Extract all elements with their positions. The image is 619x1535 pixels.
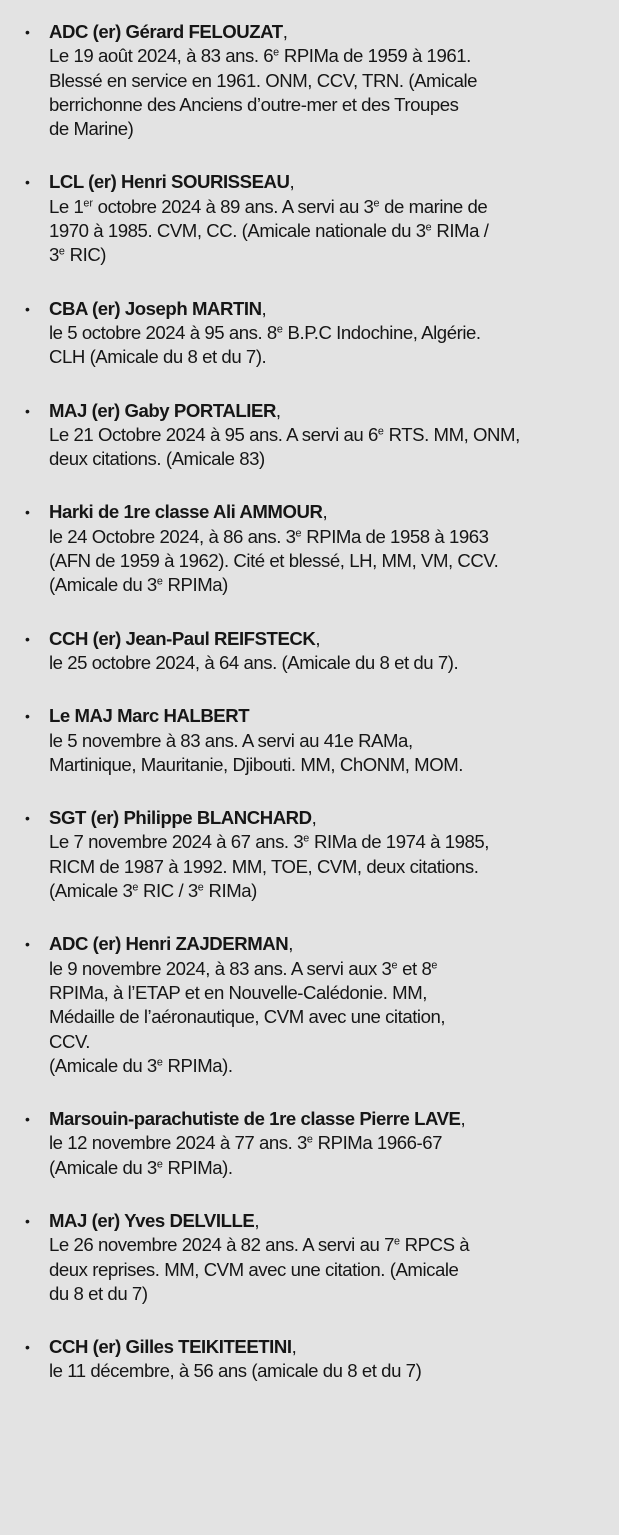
detail-text: RIMa de 1974 à 1985, bbox=[309, 831, 489, 853]
detail-line bbox=[49, 1233, 605, 1257]
ordinal-superscript: e bbox=[156, 575, 163, 588]
ordinal-superscript: e bbox=[373, 197, 380, 210]
person-name-text: Harki de 1re classe Ali AMMOUR bbox=[49, 501, 323, 523]
detail-text: deux reprises. MM, CVM avec une citation. (Amicale bbox=[49, 1258, 459, 1280]
detail-line bbox=[49, 1282, 605, 1306]
bullet-icon: • bbox=[25, 630, 30, 647]
detail-text: RPIMa de 1958 à 1963 bbox=[301, 525, 489, 547]
ordinal-superscript: e bbox=[391, 958, 398, 971]
ordinal-superscript: e bbox=[273, 46, 280, 59]
detail-text: Le 1 bbox=[49, 195, 84, 217]
detail-text: 3 bbox=[49, 244, 59, 266]
detail-line bbox=[49, 753, 605, 777]
detail-text: le 24 Octobre 2024, à 86 ans. 3 bbox=[49, 525, 296, 547]
detail-text: RPIMa de 1959 à 1961. bbox=[279, 45, 471, 67]
detail-line bbox=[49, 1156, 605, 1180]
detail-line bbox=[49, 219, 605, 243]
list-item bbox=[25, 1107, 605, 1180]
detail-text: Le 19 août 2024, à 83 ans. 6 bbox=[49, 45, 274, 67]
detail-line bbox=[49, 1054, 605, 1078]
list-item bbox=[25, 932, 605, 1078]
detail-line bbox=[49, 321, 605, 345]
detail-text: RPCS à bbox=[399, 1234, 470, 1256]
detail-text: de marine de bbox=[379, 195, 488, 217]
detail-line bbox=[49, 879, 605, 903]
ordinal-superscript: e bbox=[425, 221, 432, 234]
ordinal-superscript: e bbox=[132, 881, 139, 894]
ordinal-superscript: e bbox=[377, 425, 384, 438]
person-name-text: CCH (er) Jean-Paul REIFSTECK bbox=[49, 627, 316, 649]
detail-line bbox=[49, 1131, 605, 1155]
ordinal-superscript: e bbox=[276, 323, 283, 336]
detail-line bbox=[49, 243, 605, 267]
bullet-icon: • bbox=[25, 24, 30, 40]
detail-text: RICM de 1987 à 1992. MM, TOE, CVM, deux citations. bbox=[49, 855, 479, 877]
ordinal-superscript: e bbox=[156, 1158, 163, 1170]
person-name bbox=[49, 932, 605, 956]
detail-text: (AFN de 1959 à 1962). Cité et blessé, LH, MM, VM, CCV. bbox=[49, 550, 499, 572]
detail-text: et 8 bbox=[397, 957, 432, 979]
detail-line bbox=[49, 1258, 605, 1282]
detail-text: CCV. bbox=[49, 1030, 90, 1052]
bullet-icon: • bbox=[25, 300, 30, 317]
detail-text: Blessé en service en 1961. ONM, CCV, TRN. (Amicale bbox=[49, 69, 478, 91]
person-name-punctuation: , bbox=[275, 399, 281, 421]
detail-text: RIC) bbox=[64, 244, 107, 266]
person-name bbox=[49, 500, 605, 524]
person-name-text: MAJ (er) Gaby PORTALIER bbox=[49, 399, 276, 421]
bullet-icon: • bbox=[25, 936, 30, 953]
ordinal-superscript: e bbox=[393, 1235, 400, 1248]
person-name bbox=[49, 806, 605, 830]
detail-line bbox=[49, 830, 605, 854]
bullet-icon: • bbox=[25, 504, 30, 521]
detail-text: le 11 décembre, à 56 ans (amicale du 8 et du 7) bbox=[49, 1360, 422, 1382]
bullet-icon: • bbox=[25, 810, 30, 827]
detail-line bbox=[49, 855, 605, 879]
detail-text: Le 7 novembre 2024 à 67 ans. 3 bbox=[49, 831, 304, 853]
person-name bbox=[49, 20, 605, 44]
detail-line bbox=[49, 93, 605, 117]
detail-line bbox=[49, 117, 605, 141]
person-name-punctuation: , bbox=[315, 627, 321, 649]
detail-text: (Amicale du 3 bbox=[49, 1156, 157, 1178]
detail-text: Le 26 novembre 2024 à 82 ans. A servi au 7 bbox=[49, 1234, 394, 1256]
bullet-icon: • bbox=[25, 1339, 30, 1356]
person-name bbox=[49, 1335, 605, 1359]
detail-line bbox=[49, 447, 605, 471]
person-name bbox=[49, 627, 605, 651]
bullet-icon: • bbox=[25, 1212, 30, 1229]
detail-line bbox=[49, 573, 605, 597]
bullet-icon: • bbox=[25, 1111, 30, 1128]
person-name-punctuation: , bbox=[254, 1209, 260, 1231]
detail-text: le 9 novembre 2024, à 83 ans. A servi aux 3 bbox=[49, 957, 392, 979]
list-item bbox=[25, 1209, 605, 1306]
person-name-punctuation: , bbox=[460, 1108, 466, 1130]
list-item bbox=[25, 500, 605, 597]
detail-text: RIMa / bbox=[431, 220, 489, 242]
person-name bbox=[49, 399, 605, 423]
list-item bbox=[25, 627, 605, 676]
person-name bbox=[49, 704, 605, 728]
bullet-icon: • bbox=[25, 708, 30, 725]
bullet-icon: • bbox=[25, 174, 30, 191]
list-item bbox=[25, 704, 605, 777]
detail-text: 1970 à 1985. CVM, CC. (Amicale nationale du 3 bbox=[49, 220, 426, 242]
list-item bbox=[25, 1335, 605, 1384]
person-name-punctuation: , bbox=[322, 501, 328, 523]
detail-line bbox=[49, 549, 605, 573]
detail-text: RIMa) bbox=[203, 880, 257, 902]
detail-line bbox=[49, 44, 605, 68]
detail-text: RPIMa). bbox=[162, 1156, 233, 1178]
detail-text: le 25 octobre 2024, à 64 ans. (Amicale du 8 et du 7). bbox=[49, 651, 459, 673]
person-name-punctuation: , bbox=[288, 933, 293, 955]
detail-text: RTS. MM, ONM, bbox=[383, 423, 520, 445]
ordinal-superscript: e bbox=[306, 1133, 313, 1146]
person-name-text: ADC (er) Gérard FELOUZAT bbox=[49, 21, 283, 42]
ordinal-superscript: e bbox=[303, 832, 310, 845]
detail-line bbox=[49, 195, 605, 219]
detail-text: berrichonne des Anciens d’outre-mer et des Troupes bbox=[49, 93, 459, 115]
detail-line bbox=[49, 423, 605, 447]
detail-text: RPIMa, à l’ETAP et en Nouvelle-Calédonie. MM, bbox=[49, 981, 427, 1003]
detail-text: Le 21 Octobre 2024 à 95 ans. A servi au 6 bbox=[49, 423, 378, 445]
detail-line bbox=[49, 981, 605, 1005]
detail-text: (Amicale 3 bbox=[49, 880, 133, 902]
person-name bbox=[49, 170, 605, 194]
detail-line bbox=[49, 69, 605, 93]
list-item bbox=[25, 297, 605, 370]
person-name-punctuation: , bbox=[291, 1336, 297, 1358]
detail-text: du 8 et du 7) bbox=[49, 1282, 148, 1304]
person-name-text: LCL (er) Henri SOURISSEAU bbox=[49, 171, 290, 193]
detail-text: de Marine) bbox=[49, 118, 134, 140]
ordinal-superscript: er bbox=[83, 197, 93, 210]
person-name-punctuation: , bbox=[289, 171, 295, 193]
list-item bbox=[25, 20, 605, 141]
detail-text: Martinique, Mauritanie, Djibouti. MM, ChONM, MOM. bbox=[49, 753, 463, 775]
detail-text: Médaille de l’aéronautique, CVM avec une citation, bbox=[49, 1006, 446, 1028]
detail-text: le 5 octobre 2024 à 95 ans. 8 bbox=[49, 321, 277, 343]
detail-text: le 5 novembre à 83 ans. A servi au 41e RAMa, bbox=[49, 729, 413, 751]
ordinal-superscript: e bbox=[431, 958, 438, 971]
detail-line bbox=[49, 957, 605, 981]
person-name-text: Marsouin-parachutiste de 1re classe Pierre LAVE bbox=[49, 1108, 461, 1130]
person-name-punctuation: , bbox=[311, 807, 317, 829]
person-name-punctuation: , bbox=[261, 297, 267, 319]
ordinal-superscript: e bbox=[295, 527, 302, 540]
detail-text: RPIMa 1966-67 bbox=[312, 1132, 443, 1154]
detail-line bbox=[49, 729, 605, 753]
bullet-icon: • bbox=[25, 402, 30, 419]
detail-line bbox=[49, 1005, 605, 1029]
person-name-text: SGT (er) Philippe BLANCHARD bbox=[49, 807, 312, 829]
detail-text: octobre 2024 à 89 ans. A servi au 3 bbox=[92, 195, 374, 217]
person-name-text: CCH (er) Gilles TEIKITEETINI bbox=[49, 1336, 292, 1358]
detail-text: RPIMa). bbox=[162, 1054, 233, 1076]
detail-text: CLH (Amicale du 8 et du 7). bbox=[49, 346, 267, 368]
person-name-text: ADC (er) Henri ZAJDERMAN bbox=[49, 933, 289, 955]
list-item bbox=[25, 399, 605, 472]
detail-text: (Amicale du 3 bbox=[49, 574, 157, 596]
person-name-punctuation: , bbox=[282, 21, 288, 42]
detail-text: RIC / 3 bbox=[138, 880, 198, 902]
person-name-text: CBA (er) Joseph MARTIN bbox=[49, 297, 262, 319]
ordinal-superscript: e bbox=[197, 881, 204, 894]
detail-text: deux citations. (Amicale 83) bbox=[49, 448, 265, 470]
person-name bbox=[49, 1209, 605, 1233]
detail-line bbox=[49, 525, 605, 549]
detail-line bbox=[49, 1030, 605, 1054]
detail-text: B.P.C Indochine, Algérie. bbox=[282, 321, 481, 343]
detail-line bbox=[49, 345, 605, 369]
person-name-text: Le MAJ Marc HALBERT bbox=[49, 705, 250, 727]
detail-text: RPIMa) bbox=[162, 574, 228, 596]
detail-line bbox=[49, 1359, 605, 1383]
ordinal-superscript: e bbox=[156, 1056, 163, 1069]
person-name bbox=[49, 1107, 605, 1131]
list-item bbox=[25, 806, 605, 903]
ordinal-superscript: e bbox=[58, 245, 65, 258]
person-name-text: MAJ (er) Yves DELVILLE bbox=[49, 1209, 255, 1231]
detail-line bbox=[49, 651, 605, 675]
detail-text: le 12 novembre 2024 à 77 ans. 3 bbox=[49, 1132, 307, 1154]
person-name bbox=[49, 297, 605, 321]
detail-text: (Amicale du 3 bbox=[49, 1054, 157, 1076]
list-item bbox=[25, 170, 605, 267]
